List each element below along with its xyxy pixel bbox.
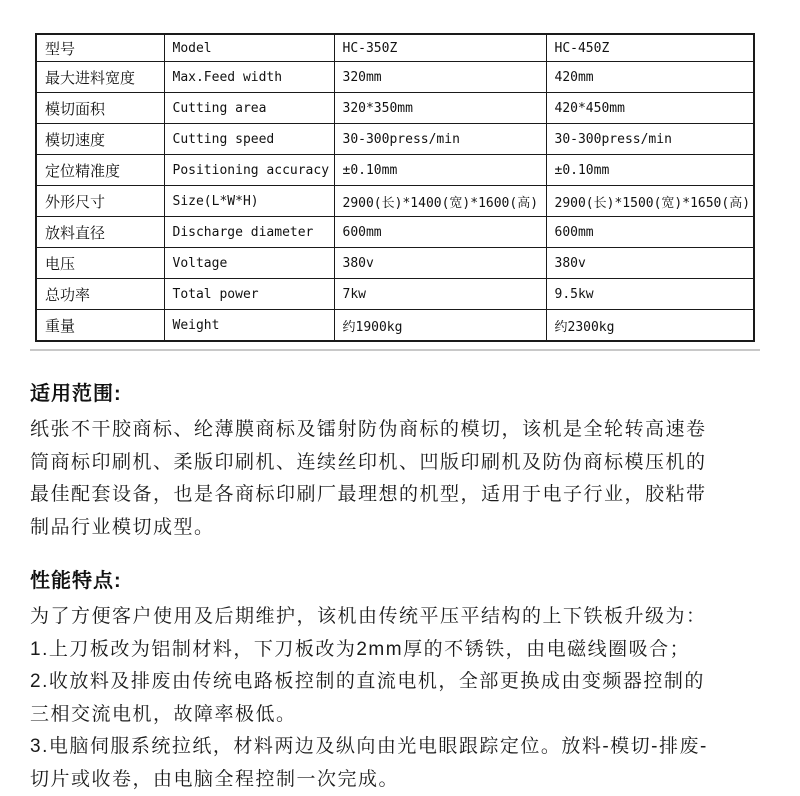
features-line: 3.电脑伺服系统拉纸，材料两边及纵向由光电眼跟踪定位。放料-模切-排废- [30, 731, 770, 764]
spec-name-en: Cutting speed [164, 124, 334, 155]
spec-name-en: Size(L*W*H) [164, 186, 334, 217]
spec-name-cn: 最大进料宽度 [36, 62, 164, 93]
spec-value-hc350z: 7kw [334, 279, 546, 310]
spec-name-en: Positioning accuracy [164, 155, 334, 186]
spec-name-en: Discharge diameter [164, 217, 334, 248]
table-row [36, 279, 754, 310]
spec-value-hc350z: 320mm [334, 62, 546, 93]
spec-value-hc450z: ±0.10mm [546, 155, 754, 186]
features-line: 三相交流电机，故障率极低。 [30, 699, 770, 732]
spec-name-cn: 定位精准度 [36, 155, 164, 186]
scope-heading: 适用范围: [30, 377, 770, 406]
scope-line: 最佳配套设备，也是各商标印刷厂最理想的机型，适用于电子行业，胶粘带 [30, 479, 770, 512]
spec-value-hc450z: 30-300press/min [546, 124, 754, 155]
table-row [36, 248, 754, 279]
spec-value-hc350z: ±0.10mm [334, 155, 546, 186]
table-row [36, 62, 754, 93]
spec-name-cn: 重量 [36, 310, 164, 342]
spec-value-hc450z: HC-450Z [546, 34, 754, 62]
features-line: 为了方便客户使用及后期维护，该机由传统平压平结构的上下铁板升级为： [30, 601, 770, 634]
features-line: 1.上刀板改为铝制材料，下刀板改为2mm厚的不锈铁，由电磁线圈吸合； [30, 634, 770, 667]
table-row [36, 93, 754, 124]
spec-value-hc450z: 380v [546, 248, 754, 279]
spec-name-en: Voltage [164, 248, 334, 279]
features-line: 切片或收卷，由电脑全程控制一次完成。 [30, 764, 770, 796]
scope-section [30, 377, 770, 544]
table-row [36, 34, 754, 62]
table-row [36, 124, 754, 155]
spec-value-hc450z: 约2300kg [546, 310, 754, 342]
spec-value-hc350z: 2900(长)*1400(宽)*1600(高) [334, 186, 546, 217]
spec-name-en: Cutting area [164, 93, 334, 124]
features-heading: 性能特点: [30, 564, 770, 593]
spec-value-hc350z: 320*350mm [334, 93, 546, 124]
spec-name-cn: 放料直径 [36, 217, 164, 248]
spec-value-hc450z: 600mm [546, 217, 754, 248]
scope-line: 筒商标印刷机、柔版印刷机、连续丝印机、凹版印刷机及防伪商标模压机的 [30, 447, 770, 480]
spec-value-hc450z: 420mm [546, 62, 754, 93]
spec-name-cn: 电压 [36, 248, 164, 279]
spec-value-hc450z: 9.5kw [546, 279, 754, 310]
table-row [36, 186, 754, 217]
spec-value-hc350z: 约1900kg [334, 310, 546, 342]
table-row [36, 155, 754, 186]
spec-table [35, 33, 755, 342]
spec-value-hc450z: 2900(长)*1500(宽)*1650(高) [546, 186, 754, 217]
spec-name-cn: 模切面积 [36, 93, 164, 124]
scope-line: 纸张不干胶商标、纶薄膜商标及镭射防伪商标的模切，该机是全轮转高速卷 [30, 414, 770, 447]
spec-value-hc350z: HC-350Z [334, 34, 546, 62]
spec-value-hc450z: 420*450mm [546, 93, 754, 124]
spec-name-en: Total power [164, 279, 334, 310]
spec-name-cn: 模切速度 [36, 124, 164, 155]
spec-name-en: Model [164, 34, 334, 62]
spec-name-cn: 总功率 [36, 279, 164, 310]
table-row [36, 217, 754, 248]
spec-value-hc350z: 600mm [334, 217, 546, 248]
table-row [36, 310, 754, 342]
spec-name-en: Weight [164, 310, 334, 342]
spec-name-en: Max.Feed width [164, 62, 334, 93]
spec-name-cn: 外形尺寸 [36, 186, 164, 217]
table-shadow [30, 349, 760, 351]
scope-line: 制品行业模切成型。 [30, 512, 770, 545]
spec-name-cn: 型号 [36, 34, 164, 62]
spec-value-hc350z: 30-300press/min [334, 124, 546, 155]
features-section [30, 564, 770, 796]
spec-value-hc350z: 380v [334, 248, 546, 279]
features-line: 2.收放料及排废由传统电路板控制的直流电机，全部更换成由变频器控制的 [30, 666, 770, 699]
